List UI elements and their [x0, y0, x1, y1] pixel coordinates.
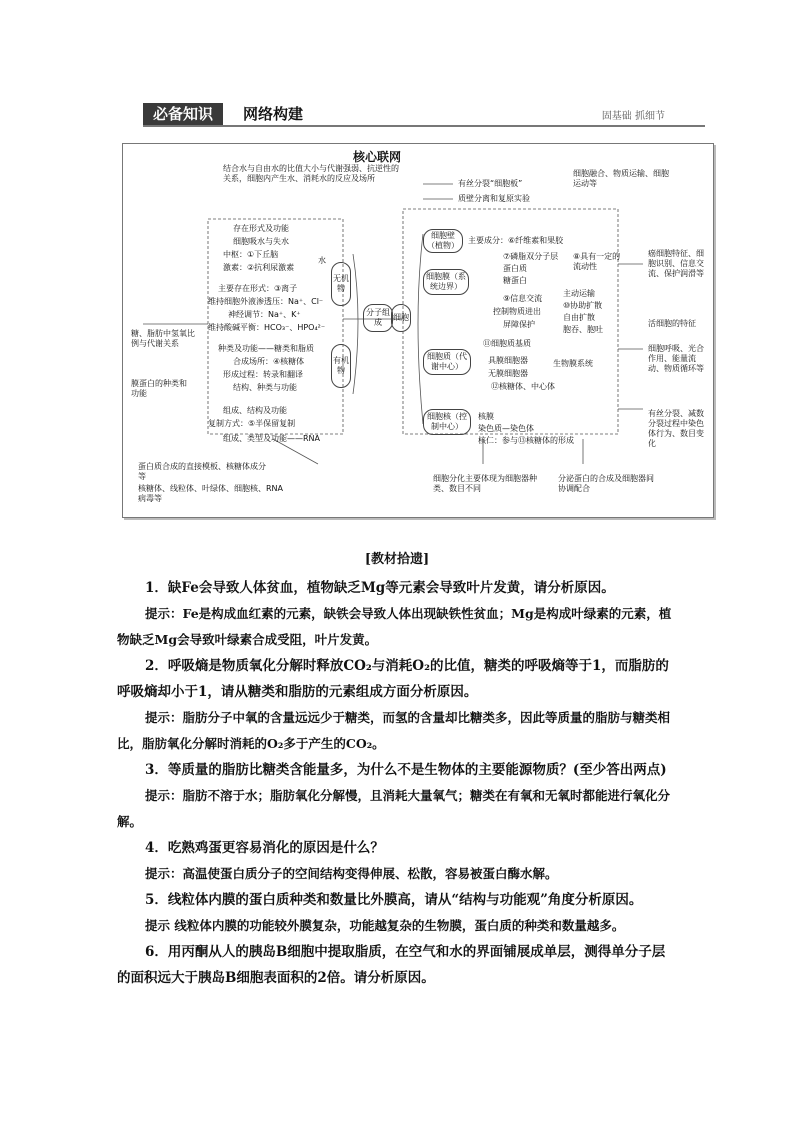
- label-top-mid-1: 有丝分裂“细胞板”: [458, 179, 523, 188]
- label-top-left: 结合水与自由水的比值大小与代谢强弱、抗逆性的关系，细胞内产生水、消耗水的反应及场所: [223, 164, 399, 183]
- label-bot-5: 细胞分化主要体现为细胞器种类、数目不同: [433, 474, 537, 493]
- label-prot-1: 种类及功能——糖类和脂质: [218, 344, 314, 353]
- answer-5: 提示 线粒体内膜的功能较外膜复杂，功能越复杂的生物膜，蛋白质的种类和数量越多。: [145, 918, 625, 933]
- label-right-4: 有丝分裂、减数分裂过程中染色体行为、数目变化: [648, 409, 704, 448]
- question-5: 5．线粒体内膜的蛋白质种类和数量比外膜高，请从“结构与功能观”角度分析原因。: [145, 892, 643, 908]
- question-4: 4．吃熟鸡蛋更容易消化的原因是什么？: [145, 840, 384, 856]
- label-salt-4: 维持酸碱平衡：HCO₃⁻、HPO₄²⁻: [208, 323, 326, 332]
- label-c-2: 具膜细胞器: [488, 356, 528, 365]
- answer-4: 提示：高温使蛋白质分子的空间结构变得伸展、松散，容易被蛋白酶水解。: [145, 866, 558, 881]
- label-prot-4: 结构、种类与功能: [233, 383, 297, 392]
- question-2: 2．呼吸熵是物质氧化分解时释放CO₂与消耗O₂的比值，糖类的呼吸熵等于1，而脂肪的呼吸熵却小于1，请从糖类和脂肪的元素组成方面分析原因。: [117, 658, 669, 700]
- header-tag: 必备知识: [143, 103, 223, 125]
- label-salt-3: 神经调节：Na⁺、K⁺: [228, 310, 301, 319]
- label-water-2: 细胞吸水与失水: [233, 237, 289, 246]
- label-salt-1: 主要存在形式：③离子: [218, 284, 298, 293]
- label-prot-3: 形成过程：转录和翻译: [223, 370, 303, 379]
- box-wall: 细胞壁（植物）: [423, 229, 463, 253]
- label-n-1: 核膜: [478, 412, 494, 421]
- label-m-8: 主动运输: [563, 289, 595, 298]
- label-right-1: 癌细胞特征、细胞识别、信息交流、保护润滑等: [648, 249, 704, 278]
- label-n-3: 核仁：参与⑬核糖体的形成: [478, 436, 574, 445]
- label-water-1: 存在形式及功能: [233, 224, 289, 233]
- answer-3: 提示：脂肪不溶于水；脂肪氧化分解慢，且消耗大量氧气；糖类在有氧和无氧时都能进行氧化分解。: [117, 788, 671, 829]
- header-rule: [143, 125, 705, 127]
- label-n-2: 染色质—染色体: [478, 424, 534, 433]
- box-cell: 细胞: [391, 304, 411, 332]
- label-bot-6: 分泌蛋白的合成及细胞器间协调配合: [558, 474, 654, 493]
- question-3: 3．等质量的脂肪比糖类含能量多，为什么不是生物体的主要能源物质？(至少答出两点): [145, 762, 667, 778]
- label-na-2: 复制方式：⑤半保留复制: [208, 419, 296, 428]
- label-prot-2: 合成场所：④核糖体: [233, 357, 305, 366]
- diagram-title: 核心联网: [353, 150, 402, 164]
- label-m-10: 自由扩散: [563, 313, 595, 322]
- label-m-5: ⑨信息交流: [503, 294, 543, 303]
- label-m-2: 蛋白质: [503, 264, 527, 273]
- label-c-1: ⑪细胞质基质: [483, 339, 531, 348]
- label-na-1: 组成、结构及功能: [223, 406, 287, 415]
- label-bot-1: 蛋白质合成的直接模板、核糖体成分等: [138, 462, 266, 481]
- label-water-4: 激素：②抗利尿激素: [223, 263, 295, 272]
- label-m-11: 胞吞、胞吐: [563, 325, 603, 334]
- section-header: [143, 103, 705, 125]
- question-1: 1．缺Fe会导致人体贫血，植物缺乏Mg等元素会导致叶片发黄，请分析原因。: [145, 580, 615, 596]
- label-c-3: 无膜细胞器: [488, 369, 528, 378]
- label-right-2: 活细胞的特征: [648, 319, 696, 328]
- label-top-right: 细胞融合、物质运输、细胞运动等: [573, 169, 669, 188]
- label-c-6: 生物膜系统: [553, 359, 593, 368]
- label-m-6: 控制物质进出: [493, 307, 541, 316]
- label-wall-comp: 主要成分：⑥纤维素和果胶: [468, 236, 564, 245]
- answer-2: 提示：脂肪分子中氧的含量远远少于糖类，而氢的含量却比糖类多，因此等质量的脂肪与糖类相比，脂肪氧化分解时消耗的O₂多于产生的CO₂。: [117, 710, 671, 751]
- box-cyto: 细胞质（代谢中心）: [423, 349, 471, 375]
- label-bot-2: 核糖体、线粒体、叶绿体、细胞核、RNA病毒等: [138, 484, 284, 503]
- label-m-3: 糖蛋白: [503, 276, 527, 285]
- label-water-3: 中枢：①下丘脑: [223, 250, 279, 259]
- question-6: 6．用丙酮从人的胰岛B细胞中提取脂质，在空气和水的界面铺展成单层，测得单分子层的面积远大于胰岛B细胞表面积的2倍。请分析原因。: [117, 944, 666, 986]
- label-left-1: 糖、脂肪中氢氧比例与代谢关系: [131, 329, 195, 348]
- label-m-9: ⑩协助扩散: [563, 301, 603, 310]
- label-na-3: 组成、类型及功能——RNA: [223, 434, 321, 443]
- label-water: 水: [318, 256, 326, 265]
- textbook-review: [117, 548, 677, 991]
- label-c-4: ⑫核糖体、中心体: [491, 382, 555, 391]
- box-membrane: 细胞膜（系统边界）: [423, 269, 469, 295]
- label-m-1: ⑦磷脂双分子层: [503, 252, 559, 261]
- label-salt-2: 维持细胞外液渗透压：Na⁺、Cl⁻: [208, 297, 324, 306]
- box-molecule: 分子组成: [363, 304, 393, 332]
- label-right-3: 细胞呼吸、光合作用、能量流动、物质循环等: [648, 344, 704, 373]
- box-organic: 有机物: [331, 344, 351, 388]
- label-m-4: ⑧具有一定的流动性: [573, 252, 621, 271]
- box-nucleus: 细胞核（控制中心）: [423, 409, 471, 435]
- concept-map: [122, 143, 714, 518]
- box-inorganic: 无机物: [331, 262, 351, 306]
- header-subtitle: 固基础 抓细节: [601, 111, 665, 122]
- section-title: [教材拾遗]: [364, 552, 430, 567]
- label-left-2: 膜蛋白的种类和功能: [131, 379, 187, 398]
- header-title: 网络构建: [243, 105, 304, 123]
- label-m-7: 屏障保护: [503, 320, 535, 329]
- label-top-mid-2: 质壁分离和复原实验: [458, 194, 530, 203]
- answer-1: 提示：Fe是构成血红素的元素，缺铁会导致人体出现缺铁性贫血；Mg是构成叶绿素的元素，植物缺乏Mg会导致叶绿素合成受阻，叶片发黄。: [117, 606, 672, 647]
